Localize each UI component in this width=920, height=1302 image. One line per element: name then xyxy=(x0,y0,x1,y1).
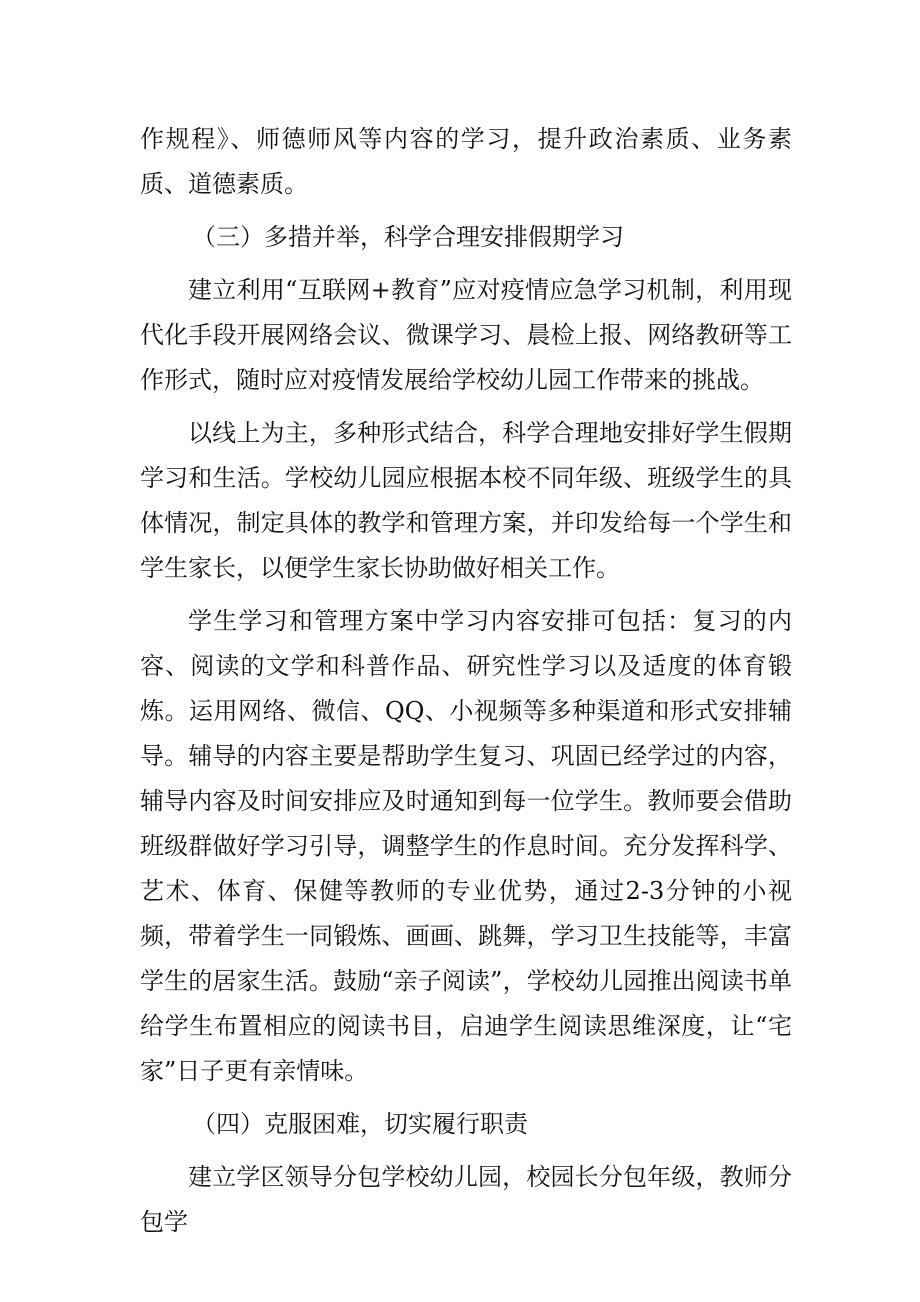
paragraph: 建立利用“互联网+教育”应对疫情应急学习机制，利用现代化手段开展网络会议、微课学习、晨检上报、网络教研等工作形式，随时应对疫情发展给学校幼儿园工作带来的挑战。 xyxy=(140,276,792,394)
section-heading-4: （四）克服困难，切实履行职责 xyxy=(192,1110,528,1138)
paragraph: 建立学区领导分包学校幼儿园，校园长分包年级，教师分包学 xyxy=(140,1163,792,1236)
document-body xyxy=(140,117,792,1253)
paragraph: 以线上为主，多种形式结合，科学合理地安排好学生假期学习和生活。学校幼儿园应根据本校不同年级、班级学生的具体情况，制定具体的教学和管理方案，并印发给每一个学生和学生家长，以便学生家长协助做好相关工作。 xyxy=(140,419,792,582)
paragraph: 学生学习和管理方案中学习内容安排可包括：复习的内容、阅读的文学和科普作品、研究性学习以及适度的体育锻炼。运用网络、微信、QQ、小视频等多种渠道和形式安排辅导。辅导的内容主要是帮助学生复习、巩固已经学过的内容，辅导内容及时间安排应及时通知到每一位学生。教师要会借助班级群做好学习引导，调整学生的作息时间。充分发挥科学、艺术、体育、保健等教师的专业优势，通过2-3分钟的小视频，带着学生一同锻炼、画画、跳舞，学习卫生技能等，丰富学生的居家生活。鼓励“亲子阅读”，学校幼儿园推出阅读书单给学生布置相应的阅读书目，启迪学生阅读思维深度，让“宅家”日子更有亲情味。 xyxy=(140,607,792,1085)
section-heading-3: （三）多措并举，科学合理安排假期学习 xyxy=(192,223,624,251)
paragraph-continued: 作规程》、师德师风等内容的学习，提升政治素质、业务素质、道德素质。 xyxy=(140,125,792,198)
